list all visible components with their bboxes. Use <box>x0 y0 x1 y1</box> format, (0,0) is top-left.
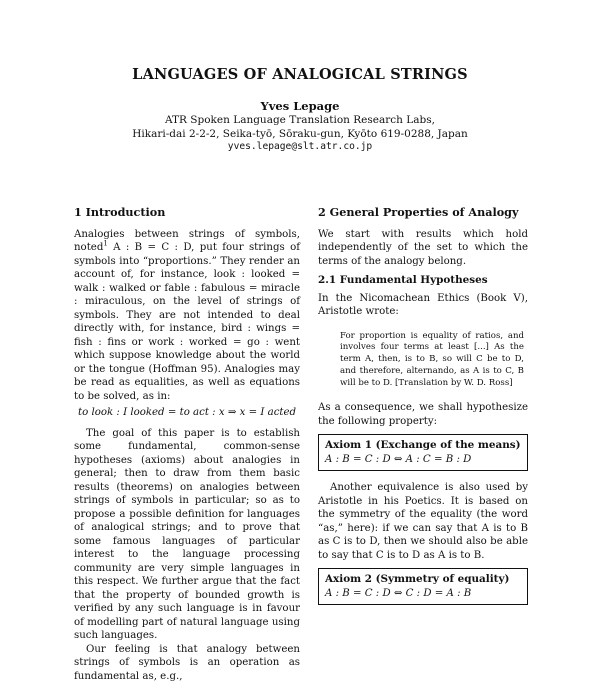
axiom-2-title: Axiom 2 (Symmetry of equality) <box>325 573 521 587</box>
subsection-heading-fundamental-hypotheses: 2.1 Fundamental Hypotheses <box>318 274 528 288</box>
left-column <box>74 206 300 683</box>
hypothesis-paragraph: As a consequence, we shall hypothesize the following property: <box>318 401 528 428</box>
footnote-marker[interactable]: 1 <box>103 240 107 248</box>
author-email[interactable]: yves.lepage@slt.atr.co.jp <box>0 141 600 152</box>
intro-p1-start: Analogies between strings of symbols, noted <box>74 229 300 254</box>
axiom-1-formula: A : B = C : D ⇔ A : C = B : D <box>325 453 521 467</box>
affiliation-line-1: ATR Spoken Language Translation Research Labs, <box>0 113 600 127</box>
aristotle-intro: In the Nicomachean Ethics (Book V), Aristotle wrote: <box>318 292 528 319</box>
intro-paragraph-2: The goal of this paper is to establish some fundamental, common-sense hypotheses (axioms) about analogies in general; then to draw from them basic results (theorems) on analogies between strings of symbols in particular; so as to propose a possible definition for languages of analogical strings; and to prove that some famous languages of particular interest to the language processing community are very simple languages in this respect. We further argue that the fact that the property of bounded growth is verified by any such language is in favour of modelling part of natural language using such languages. <box>74 427 300 643</box>
affiliation-line-2: Hikari-dai 2-2-2, Seika-tyō, Sōraku-gun, Kyōto 619-0288, Japan <box>0 127 600 141</box>
intro-paragraph-1 <box>74 228 300 404</box>
intro-p1-rest: A : B = C : D, put four strings of symbols into “proportions.” They render an account of, for instance, look : looked = walk : walked or fable : fabulous = miracle : miraculous, on the level of strings of symbols. They are not intended to deal directly with, for instance, bird : wings = fish : fins or work : worked = go : went which suppose knowledge about the world or the tongue (Hoffman 95). Analogies may be read as equalities, as well as equations to be solved, as in: <box>74 242 300 402</box>
poetics-paragraph: Another equivalence is also used by Aristotle in his Poetics. It is based on the symmetry of the equality (the word “as,” here): if we can say that A is to B as C is to D, then we should also be able to say that C is to D as A is to B. <box>318 481 528 562</box>
section-heading-general-properties: 2 General Properties of Analogy <box>318 206 528 220</box>
right-column <box>318 206 528 615</box>
section-heading-introduction: 1 Introduction <box>74 206 300 220</box>
general-paragraph-1: We start with results which hold independently of the set to which the terms of the analogy belong. <box>318 228 528 269</box>
axiom-1-box <box>318 434 528 471</box>
intro-paragraph-3: Our feeling is that analogy between strings of symbols is an operation as fundamental as, e.g., <box>74 643 300 683</box>
axiom-1-title: Axiom 1 (Exchange of the means) <box>325 439 521 453</box>
example-formula: to look : I looked = to act : x ⇒ x = I acted <box>78 406 300 420</box>
axiom-2-formula: A : B = C : D ⇔ C : D = A : B <box>325 587 521 601</box>
author-name: Yves Lepage <box>0 99 600 113</box>
paper-title: LANGUAGES OF ANALOGICAL STRINGS <box>0 66 600 83</box>
aristotle-quote: For proportion is equality of ratios, and involves four terms at least [...] As the term A, then, is to B, so will C be to D, and therefore, alternando, as A is to C, B will be to D. [Translation by W. D. Ross] <box>340 331 524 390</box>
